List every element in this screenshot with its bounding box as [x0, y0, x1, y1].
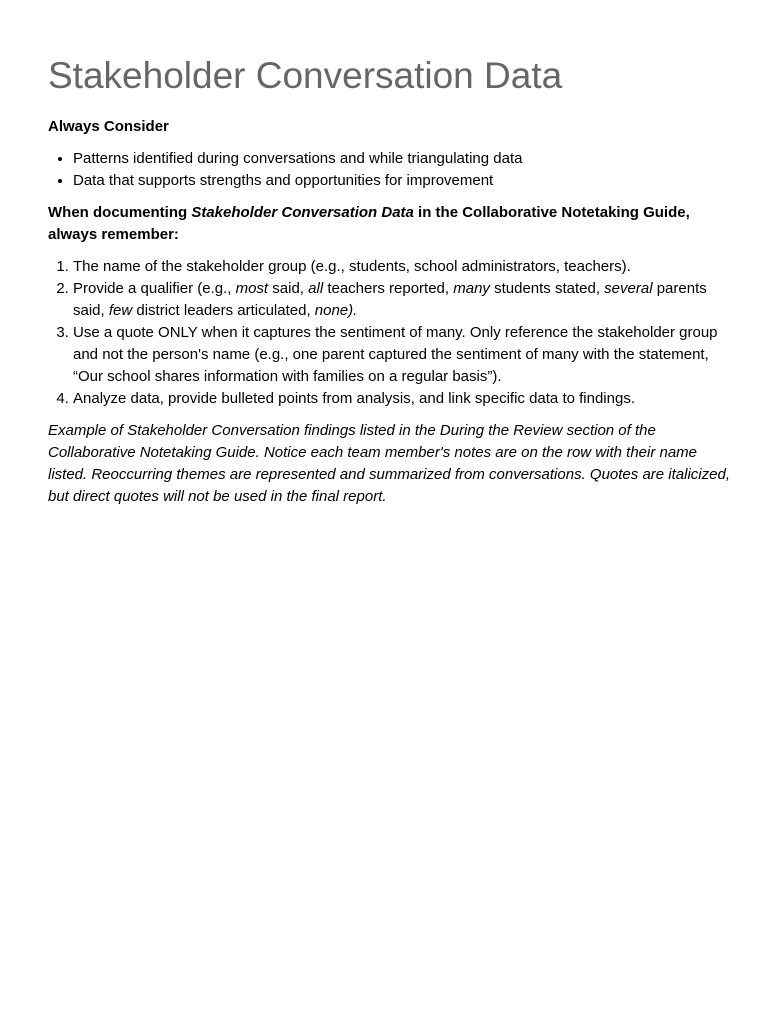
always-consider-heading: Always Consider [48, 118, 169, 135]
document-body [48, 116, 732, 508]
step-qualifier: all [308, 280, 324, 297]
step-text: district leaders articulated, [132, 302, 315, 319]
documenting-suffix: in the Collaborative Notetaking Guide, always remember: [48, 204, 690, 243]
step-qualifier: none). [314, 302, 358, 319]
always-consider-list [48, 148, 732, 192]
list-item: • Data that supports strengths and opportunities for improvement [73, 170, 732, 192]
step-item: 3. Use a quote ONLY when it captures the sentiment of many. Only reference the stakeholder group and not the person's name (e.g., one parent captured the sentiment of many with the statement, “Our school shares information with families on a regular basis”). [73, 322, 732, 388]
step-text: students stated, [489, 280, 605, 297]
step-text: parents said, [73, 280, 707, 319]
step-qualifier: several [604, 280, 653, 297]
step-text: teachers reported, [323, 280, 454, 297]
step-item: 1. The name of the stakeholder group (e.g., students, school administrators, teachers). [73, 256, 732, 278]
step-text: Provide a qualifier (e.g., [73, 280, 236, 297]
step-qualifier: most [235, 280, 269, 297]
step-item: 4. Analyze data, provide bulleted points from analysis, and link specific data to findings. [73, 388, 732, 410]
example-paragraph: Example of Stakeholder Conversation findings listed in the During the Review section of the Collaborative Notetaking Guide. Notice each team member's notes are on the row with their name listed. Reoccurring themes are represented and summarized from conversations. Quotes are italicized, but direct quotes will not be used in the final report. [48, 422, 730, 505]
step-qualifier: few [108, 302, 133, 319]
documenting-emphasis: Stakeholder Conversation Data [191, 204, 414, 221]
list-item: • Patterns identified during conversations and while triangulating data [73, 148, 732, 170]
step-item [73, 278, 732, 322]
step-text: said, [268, 280, 309, 297]
remember-steps-list [48, 256, 732, 410]
documenting-instructions [48, 202, 732, 246]
documenting-prefix: When documenting [48, 204, 192, 221]
step-qualifier: many [453, 280, 490, 297]
page-title: Stakeholder Conversation Data [48, 55, 563, 96]
